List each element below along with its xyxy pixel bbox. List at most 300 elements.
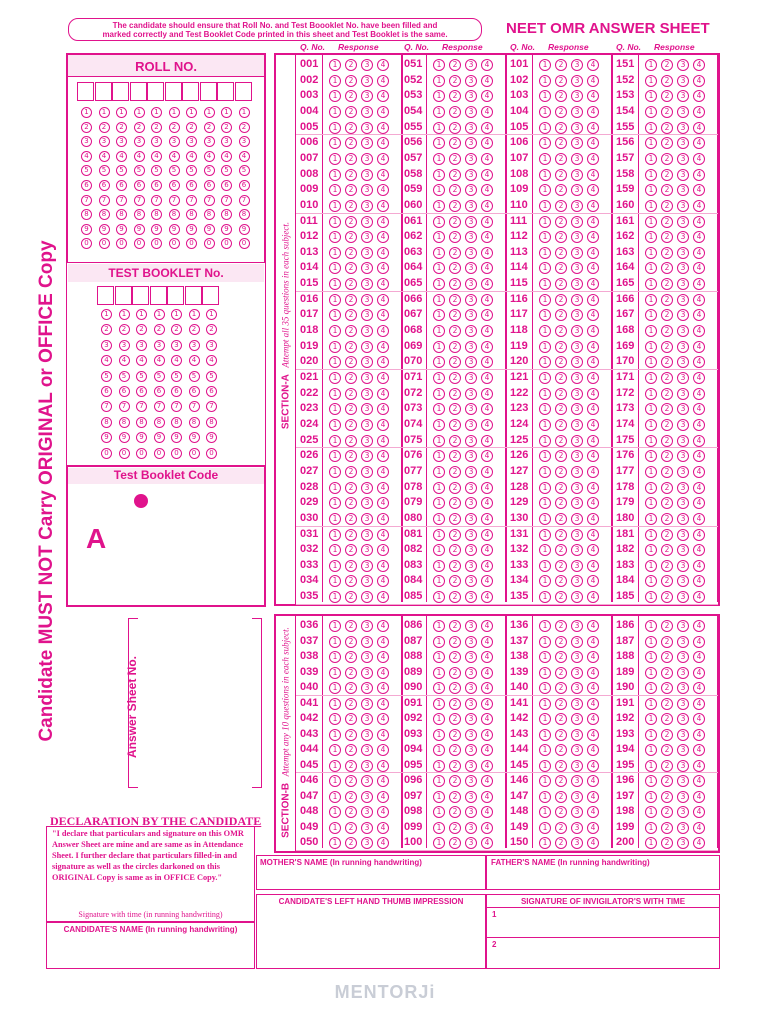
answer-option-bubble[interactable]: 3 [677, 184, 689, 196]
answer-option-bubble[interactable]: 1 [539, 90, 551, 102]
answer-option-bubble[interactable]: 4 [377, 591, 389, 603]
answer-option-bubble[interactable]: 3 [361, 482, 373, 494]
answer-option-bubble[interactable]: 4 [481, 59, 493, 71]
answer-option-bubble[interactable]: 3 [571, 560, 583, 572]
answer-option-bubble[interactable]: 4 [587, 325, 599, 337]
answer-option-bubble[interactable]: 4 [587, 106, 599, 118]
booklet-digit-bubble[interactable]: 8 [136, 417, 147, 428]
answer-option-bubble[interactable]: 4 [377, 184, 389, 196]
answer-option-bubble[interactable]: 4 [481, 216, 493, 228]
answer-option-bubble[interactable]: 3 [361, 497, 373, 509]
roll-digit-bubble[interactable]: 1 [151, 107, 162, 118]
roll-digit-bubble[interactable]: 4 [239, 151, 250, 162]
answer-option-bubble[interactable]: 3 [571, 137, 583, 149]
answer-option-bubble[interactable]: 2 [449, 356, 461, 368]
answer-option-bubble[interactable]: 2 [345, 356, 357, 368]
answer-option-bubble[interactable]: 1 [645, 294, 657, 306]
answer-option-bubble[interactable]: 2 [661, 682, 673, 694]
answer-option-bubble[interactable]: 4 [693, 544, 705, 556]
answer-option-bubble[interactable]: 2 [345, 575, 357, 587]
answer-option-bubble[interactable]: 3 [361, 309, 373, 321]
booklet-digit-bubble[interactable]: 8 [171, 417, 182, 428]
answer-option-bubble[interactable]: 4 [481, 806, 493, 818]
roll-digit-bubble[interactable]: 2 [239, 122, 250, 133]
answer-option-bubble[interactable]: 1 [539, 698, 551, 710]
answer-option-bubble[interactable]: 3 [677, 744, 689, 756]
answer-option-bubble[interactable]: 3 [677, 466, 689, 478]
answer-option-bubble[interactable]: 4 [377, 466, 389, 478]
answer-option-bubble[interactable]: 1 [645, 497, 657, 509]
answer-option-bubble[interactable]: 2 [661, 137, 673, 149]
answer-option-bubble[interactable]: 1 [329, 667, 341, 679]
answer-option-bubble[interactable]: 3 [677, 575, 689, 587]
answer-option-bubble[interactable]: 2 [449, 497, 461, 509]
roll-digit-bubble[interactable]: 5 [99, 165, 110, 176]
answer-option-bubble[interactable]: 2 [661, 231, 673, 243]
answer-option-bubble[interactable]: 3 [571, 450, 583, 462]
answer-option-bubble[interactable]: 1 [539, 450, 551, 462]
booklet-digit-bubble[interactable]: 2 [189, 324, 200, 335]
answer-option-bubble[interactable]: 2 [449, 529, 461, 541]
answer-option-bubble[interactable]: 3 [677, 713, 689, 725]
booklet-digit-bubble[interactable]: 5 [154, 371, 165, 382]
answer-option-bubble[interactable]: 1 [645, 529, 657, 541]
answer-option-bubble[interactable]: 1 [645, 153, 657, 165]
answer-option-bubble[interactable]: 2 [555, 744, 567, 756]
roll-digit-bubble[interactable]: 4 [116, 151, 127, 162]
answer-option-bubble[interactable]: 1 [645, 682, 657, 694]
answer-option-bubble[interactable]: 1 [329, 682, 341, 694]
answer-option-bubble[interactable]: 2 [345, 667, 357, 679]
answer-option-bubble[interactable]: 4 [693, 513, 705, 525]
answer-option-bubble[interactable]: 1 [645, 184, 657, 196]
answer-option-bubble[interactable]: 3 [677, 247, 689, 259]
answer-option-bubble[interactable]: 2 [555, 231, 567, 243]
answer-option-bubble[interactable]: 1 [433, 620, 445, 632]
answer-option-bubble[interactable]: 1 [539, 744, 551, 756]
roll-digit-bubble[interactable]: 3 [204, 136, 215, 147]
roll-digit-bubble[interactable]: 7 [99, 195, 110, 206]
answer-option-bubble[interactable]: 1 [645, 591, 657, 603]
answer-option-bubble[interactable]: 1 [645, 651, 657, 663]
answer-option-bubble[interactable]: 4 [693, 729, 705, 741]
answer-option-bubble[interactable]: 4 [481, 356, 493, 368]
answer-option-bubble[interactable]: 2 [555, 262, 567, 274]
answer-option-bubble[interactable]: 1 [539, 513, 551, 525]
answer-option-bubble[interactable]: 3 [361, 200, 373, 212]
answer-option-bubble[interactable]: 1 [329, 403, 341, 415]
answer-option-bubble[interactable]: 1 [433, 356, 445, 368]
answer-option-bubble[interactable]: 4 [481, 450, 493, 462]
roll-digit-bubble[interactable]: 7 [186, 195, 197, 206]
answer-option-bubble[interactable]: 4 [377, 278, 389, 290]
answer-option-bubble[interactable]: 3 [571, 822, 583, 834]
roll-digit-bubble[interactable]: 2 [81, 122, 92, 133]
roll-digit-bubble[interactable]: 1 [239, 107, 250, 118]
answer-option-bubble[interactable]: 1 [539, 560, 551, 572]
answer-option-bubble[interactable]: 3 [571, 837, 583, 849]
answer-option-bubble[interactable]: 4 [377, 356, 389, 368]
booklet-entry-box[interactable] [185, 286, 202, 305]
answer-option-bubble[interactable]: 4 [693, 122, 705, 134]
answer-option-bubble[interactable]: 4 [587, 513, 599, 525]
answer-option-bubble[interactable]: 3 [571, 262, 583, 274]
answer-option-bubble[interactable]: 2 [449, 482, 461, 494]
answer-option-bubble[interactable]: 4 [481, 231, 493, 243]
answer-option-bubble[interactable]: 3 [677, 729, 689, 741]
booklet-digit-bubble[interactable]: 5 [206, 371, 217, 382]
answer-option-bubble[interactable]: 1 [539, 636, 551, 648]
answer-option-bubble[interactable]: 4 [481, 636, 493, 648]
answer-option-bubble[interactable]: 4 [377, 137, 389, 149]
answer-option-bubble[interactable]: 3 [677, 822, 689, 834]
answer-option-bubble[interactable]: 2 [661, 575, 673, 587]
booklet-digit-bubble[interactable]: 1 [206, 309, 217, 320]
booklet-digit-bubble[interactable]: 1 [101, 309, 112, 320]
answer-option-bubble[interactable]: 3 [465, 247, 477, 259]
answer-option-bubble[interactable]: 2 [449, 216, 461, 228]
answer-option-bubble[interactable]: 2 [555, 356, 567, 368]
answer-option-bubble[interactable]: 2 [661, 435, 673, 447]
answer-option-bubble[interactable]: 3 [571, 713, 583, 725]
answer-option-bubble[interactable]: 2 [555, 544, 567, 556]
answer-option-bubble[interactable]: 1 [329, 388, 341, 400]
answer-option-bubble[interactable]: 1 [539, 75, 551, 87]
answer-option-bubble[interactable]: 3 [677, 651, 689, 663]
answer-option-bubble[interactable]: 2 [345, 760, 357, 772]
answer-option-bubble[interactable]: 3 [677, 682, 689, 694]
answer-option-bubble[interactable]: 4 [377, 482, 389, 494]
answer-option-bubble[interactable]: 3 [571, 247, 583, 259]
roll-digit-bubble[interactable]: 8 [204, 209, 215, 220]
answer-option-bubble[interactable]: 3 [571, 636, 583, 648]
answer-option-bubble[interactable]: 4 [481, 435, 493, 447]
answer-option-bubble[interactable]: 1 [329, 450, 341, 462]
answer-option-bubble[interactable]: 2 [449, 372, 461, 384]
answer-option-bubble[interactable]: 4 [377, 403, 389, 415]
answer-option-bubble[interactable]: 2 [449, 231, 461, 243]
booklet-digit-bubble[interactable]: 8 [119, 417, 130, 428]
booklet-digit-bubble[interactable]: 2 [101, 324, 112, 335]
answer-option-bubble[interactable]: 4 [693, 231, 705, 243]
roll-digit-bubble[interactable]: 2 [186, 122, 197, 133]
answer-option-bubble[interactable]: 1 [329, 106, 341, 118]
roll-digit-bubble[interactable]: 6 [239, 180, 250, 191]
roll-digit-bubble[interactable]: 6 [134, 180, 145, 191]
answer-option-bubble[interactable]: 1 [539, 760, 551, 772]
answer-option-bubble[interactable]: 1 [329, 200, 341, 212]
answer-option-bubble[interactable]: 1 [433, 729, 445, 741]
answer-option-bubble[interactable]: 4 [587, 837, 599, 849]
roll-digit-bubble[interactable]: 3 [239, 136, 250, 147]
answer-option-bubble[interactable]: 3 [571, 466, 583, 478]
answer-option-bubble[interactable]: 2 [345, 403, 357, 415]
answer-option-bubble[interactable]: 4 [587, 744, 599, 756]
answer-option-bubble[interactable]: 2 [661, 822, 673, 834]
booklet-digit-bubble[interactable]: 3 [136, 340, 147, 351]
booklet-entry-box[interactable] [97, 286, 114, 305]
answer-option-bubble[interactable]: 2 [555, 341, 567, 353]
roll-digit-bubble[interactable]: 0 [116, 238, 127, 249]
answer-option-bubble[interactable]: 3 [361, 247, 373, 259]
answer-option-bubble[interactable]: 3 [361, 325, 373, 337]
answer-option-bubble[interactable]: 3 [361, 544, 373, 556]
answer-option-bubble[interactable]: 2 [661, 744, 673, 756]
answer-option-bubble[interactable]: 4 [693, 466, 705, 478]
answer-option-bubble[interactable]: 4 [587, 775, 599, 787]
answer-option-bubble[interactable]: 2 [345, 620, 357, 632]
answer-option-bubble[interactable]: 2 [345, 435, 357, 447]
answer-option-bubble[interactable]: 2 [555, 403, 567, 415]
answer-option-bubble[interactable]: 1 [645, 247, 657, 259]
answer-option-bubble[interactable]: 3 [677, 341, 689, 353]
answer-option-bubble[interactable]: 1 [539, 325, 551, 337]
answer-option-bubble[interactable]: 4 [693, 59, 705, 71]
roll-digit-bubble[interactable]: 6 [204, 180, 215, 191]
answer-option-bubble[interactable]: 2 [555, 122, 567, 134]
answer-option-bubble[interactable]: 4 [377, 667, 389, 679]
answer-option-bubble[interactable]: 4 [587, 137, 599, 149]
answer-option-bubble[interactable]: 2 [345, 729, 357, 741]
answer-option-bubble[interactable]: 1 [329, 341, 341, 353]
answer-option-bubble[interactable]: 1 [329, 278, 341, 290]
booklet-digit-bubble[interactable]: 7 [136, 401, 147, 412]
booklet-digit-bubble[interactable]: 4 [171, 355, 182, 366]
roll-entry-box[interactable] [200, 82, 217, 101]
answer-option-bubble[interactable]: 3 [465, 636, 477, 648]
booklet-digit-bubble[interactable]: 8 [101, 417, 112, 428]
answer-option-bubble[interactable]: 3 [571, 356, 583, 368]
answer-option-bubble[interactable]: 2 [449, 75, 461, 87]
answer-option-bubble[interactable]: 3 [361, 667, 373, 679]
answer-option-bubble[interactable]: 2 [345, 122, 357, 134]
answer-option-bubble[interactable]: 1 [329, 837, 341, 849]
answer-option-bubble[interactable]: 3 [677, 59, 689, 71]
answer-option-bubble[interactable]: 1 [329, 216, 341, 228]
answer-option-bubble[interactable]: 2 [661, 729, 673, 741]
answer-option-bubble[interactable]: 4 [481, 309, 493, 321]
answer-option-bubble[interactable]: 3 [677, 837, 689, 849]
answer-option-bubble[interactable]: 2 [449, 806, 461, 818]
answer-option-bubble[interactable]: 1 [329, 419, 341, 431]
answer-option-bubble[interactable]: 4 [377, 544, 389, 556]
answer-option-bubble[interactable]: 2 [661, 791, 673, 803]
booklet-digit-bubble[interactable]: 0 [171, 448, 182, 459]
answer-option-bubble[interactable]: 4 [377, 575, 389, 587]
answer-option-bubble[interactable]: 3 [465, 497, 477, 509]
booklet-entry-box[interactable] [132, 286, 149, 305]
answer-option-bubble[interactable]: 3 [677, 636, 689, 648]
booklet-digit-bubble[interactable]: 5 [136, 371, 147, 382]
roll-digit-bubble[interactable]: 9 [204, 224, 215, 235]
booklet-digit-bubble[interactable]: 5 [119, 371, 130, 382]
answer-option-bubble[interactable]: 1 [645, 713, 657, 725]
answer-option-bubble[interactable]: 1 [539, 231, 551, 243]
answer-option-bubble[interactable]: 2 [449, 200, 461, 212]
answer-option-bubble[interactable]: 4 [587, 153, 599, 165]
answer-option-bubble[interactable]: 3 [677, 294, 689, 306]
answer-option-bubble[interactable]: 3 [361, 372, 373, 384]
answer-option-bubble[interactable]: 1 [329, 713, 341, 725]
answer-option-bubble[interactable]: 2 [555, 620, 567, 632]
answer-option-bubble[interactable]: 4 [481, 278, 493, 290]
answer-option-bubble[interactable]: 1 [329, 356, 341, 368]
answer-option-bubble[interactable]: 4 [377, 90, 389, 102]
invigilator-sign-2[interactable] [487, 937, 719, 967]
roll-entry-box[interactable] [235, 82, 252, 101]
booklet-digit-bubble[interactable]: 3 [171, 340, 182, 351]
answer-option-bubble[interactable]: 3 [677, 435, 689, 447]
answer-option-bubble[interactable]: 1 [433, 90, 445, 102]
answer-option-bubble[interactable]: 3 [677, 200, 689, 212]
roll-digit-bubble[interactable]: 3 [116, 136, 127, 147]
answer-option-bubble[interactable]: 4 [481, 544, 493, 556]
answer-option-bubble[interactable]: 4 [481, 153, 493, 165]
answer-option-bubble[interactable]: 2 [345, 169, 357, 181]
answer-option-bubble[interactable]: 1 [329, 294, 341, 306]
answer-option-bubble[interactable]: 3 [465, 309, 477, 321]
roll-digit-bubble[interactable]: 2 [99, 122, 110, 133]
answer-option-bubble[interactable]: 1 [433, 388, 445, 400]
answer-option-bubble[interactable]: 4 [693, 137, 705, 149]
roll-digit-bubble[interactable]: 2 [221, 122, 232, 133]
answer-option-bubble[interactable]: 3 [361, 760, 373, 772]
answer-option-bubble[interactable]: 1 [433, 482, 445, 494]
answer-option-bubble[interactable]: 4 [693, 560, 705, 572]
answer-option-bubble[interactable]: 3 [571, 744, 583, 756]
answer-option-bubble[interactable]: 2 [449, 294, 461, 306]
answer-option-bubble[interactable]: 4 [377, 294, 389, 306]
answer-option-bubble[interactable]: 3 [465, 153, 477, 165]
roll-digit-bubble[interactable]: 0 [204, 238, 215, 249]
answer-option-bubble[interactable]: 2 [345, 294, 357, 306]
roll-digit-bubble[interactable]: 0 [151, 238, 162, 249]
answer-option-bubble[interactable]: 4 [693, 791, 705, 803]
answer-option-bubble[interactable]: 3 [361, 169, 373, 181]
answer-option-bubble[interactable]: 1 [433, 466, 445, 478]
roll-digit-bubble[interactable]: 6 [151, 180, 162, 191]
answer-option-bubble[interactable]: 4 [481, 388, 493, 400]
roll-digit-bubble[interactable]: 8 [221, 209, 232, 220]
booklet-digit-bubble[interactable]: 0 [119, 448, 130, 459]
answer-option-bubble[interactable]: 3 [361, 591, 373, 603]
answer-option-bubble[interactable]: 4 [693, 294, 705, 306]
answer-option-bubble[interactable]: 4 [693, 497, 705, 509]
answer-option-bubble[interactable]: 3 [571, 513, 583, 525]
answer-option-bubble[interactable]: 2 [555, 247, 567, 259]
answer-option-bubble[interactable]: 2 [555, 137, 567, 149]
roll-digit-bubble[interactable]: 1 [186, 107, 197, 118]
answer-option-bubble[interactable]: 2 [345, 278, 357, 290]
answer-option-bubble[interactable]: 3 [571, 403, 583, 415]
answer-option-bubble[interactable]: 1 [433, 200, 445, 212]
answer-option-bubble[interactable]: 3 [465, 216, 477, 228]
answer-option-bubble[interactable]: 2 [449, 513, 461, 525]
answer-option-bubble[interactable]: 2 [661, 169, 673, 181]
answer-option-bubble[interactable]: 1 [539, 682, 551, 694]
booklet-digit-bubble[interactable]: 6 [136, 386, 147, 397]
answer-option-bubble[interactable]: 1 [645, 482, 657, 494]
answer-option-bubble[interactable]: 2 [661, 775, 673, 787]
answer-option-bubble[interactable]: 1 [433, 806, 445, 818]
answer-option-bubble[interactable]: 4 [587, 59, 599, 71]
answer-option-bubble[interactable]: 4 [377, 216, 389, 228]
answer-option-bubble[interactable]: 3 [465, 667, 477, 679]
answer-option-bubble[interactable]: 2 [661, 698, 673, 710]
answer-option-bubble[interactable]: 4 [693, 806, 705, 818]
answer-option-bubble[interactable]: 4 [693, 90, 705, 102]
answer-option-bubble[interactable]: 2 [661, 247, 673, 259]
answer-option-bubble[interactable]: 1 [645, 822, 657, 834]
answer-option-bubble[interactable]: 1 [645, 388, 657, 400]
answer-option-bubble[interactable]: 2 [661, 184, 673, 196]
answer-option-bubble[interactable]: 3 [571, 388, 583, 400]
answer-option-bubble[interactable]: 3 [571, 153, 583, 165]
answer-option-bubble[interactable]: 2 [555, 806, 567, 818]
answer-option-bubble[interactable]: 4 [481, 137, 493, 149]
answer-option-bubble[interactable]: 2 [449, 122, 461, 134]
answer-option-bubble[interactable]: 2 [661, 513, 673, 525]
answer-option-bubble[interactable]: 1 [433, 153, 445, 165]
answer-option-bubble[interactable]: 4 [587, 529, 599, 541]
answer-option-bubble[interactable]: 4 [587, 90, 599, 102]
answer-option-bubble[interactable]: 2 [345, 482, 357, 494]
answer-option-bubble[interactable]: 3 [465, 200, 477, 212]
answer-option-bubble[interactable]: 3 [465, 466, 477, 478]
answer-option-bubble[interactable]: 2 [661, 591, 673, 603]
roll-digit-bubble[interactable]: 4 [134, 151, 145, 162]
answer-option-bubble[interactable]: 3 [361, 122, 373, 134]
answer-option-bubble[interactable]: 4 [693, 620, 705, 632]
roll-digit-bubble[interactable]: 9 [116, 224, 127, 235]
booklet-digit-bubble[interactable]: 2 [206, 324, 217, 335]
answer-option-bubble[interactable]: 2 [661, 450, 673, 462]
roll-digit-bubble[interactable]: 0 [186, 238, 197, 249]
answer-option-bubble[interactable]: 3 [571, 729, 583, 741]
roll-digit-bubble[interactable]: 5 [169, 165, 180, 176]
answer-option-bubble[interactable]: 1 [433, 575, 445, 587]
answer-option-bubble[interactable]: 1 [539, 122, 551, 134]
booklet-digit-bubble[interactable]: 0 [136, 448, 147, 459]
answer-option-bubble[interactable]: 1 [645, 791, 657, 803]
roll-digit-bubble[interactable]: 2 [204, 122, 215, 133]
answer-option-bubble[interactable]: 2 [345, 544, 357, 556]
answer-option-bubble[interactable]: 3 [677, 760, 689, 772]
answer-option-bubble[interactable]: 3 [465, 651, 477, 663]
roll-digit-bubble[interactable]: 8 [169, 209, 180, 220]
answer-option-bubble[interactable]: 1 [539, 497, 551, 509]
answer-option-bubble[interactable]: 3 [465, 294, 477, 306]
answer-option-bubble[interactable]: 2 [661, 620, 673, 632]
answer-option-bubble[interactable]: 3 [677, 216, 689, 228]
answer-option-bubble[interactable]: 3 [361, 466, 373, 478]
roll-digit-bubble[interactable]: 3 [99, 136, 110, 147]
answer-option-bubble[interactable]: 1 [539, 278, 551, 290]
answer-option-bubble[interactable]: 2 [449, 403, 461, 415]
answer-option-bubble[interactable]: 1 [539, 59, 551, 71]
answer-option-bubble[interactable]: 4 [587, 435, 599, 447]
answer-option-bubble[interactable]: 1 [645, 620, 657, 632]
answer-option-bubble[interactable]: 2 [449, 729, 461, 741]
answer-option-bubble[interactable]: 1 [329, 651, 341, 663]
answer-option-bubble[interactable]: 3 [465, 482, 477, 494]
answer-option-bubble[interactable]: 3 [677, 698, 689, 710]
answer-option-bubble[interactable]: 1 [329, 620, 341, 632]
answer-option-bubble[interactable]: 2 [555, 698, 567, 710]
answer-option-bubble[interactable]: 3 [465, 450, 477, 462]
roll-digit-bubble[interactable]: 9 [81, 224, 92, 235]
answer-option-bubble[interactable]: 4 [693, 419, 705, 431]
